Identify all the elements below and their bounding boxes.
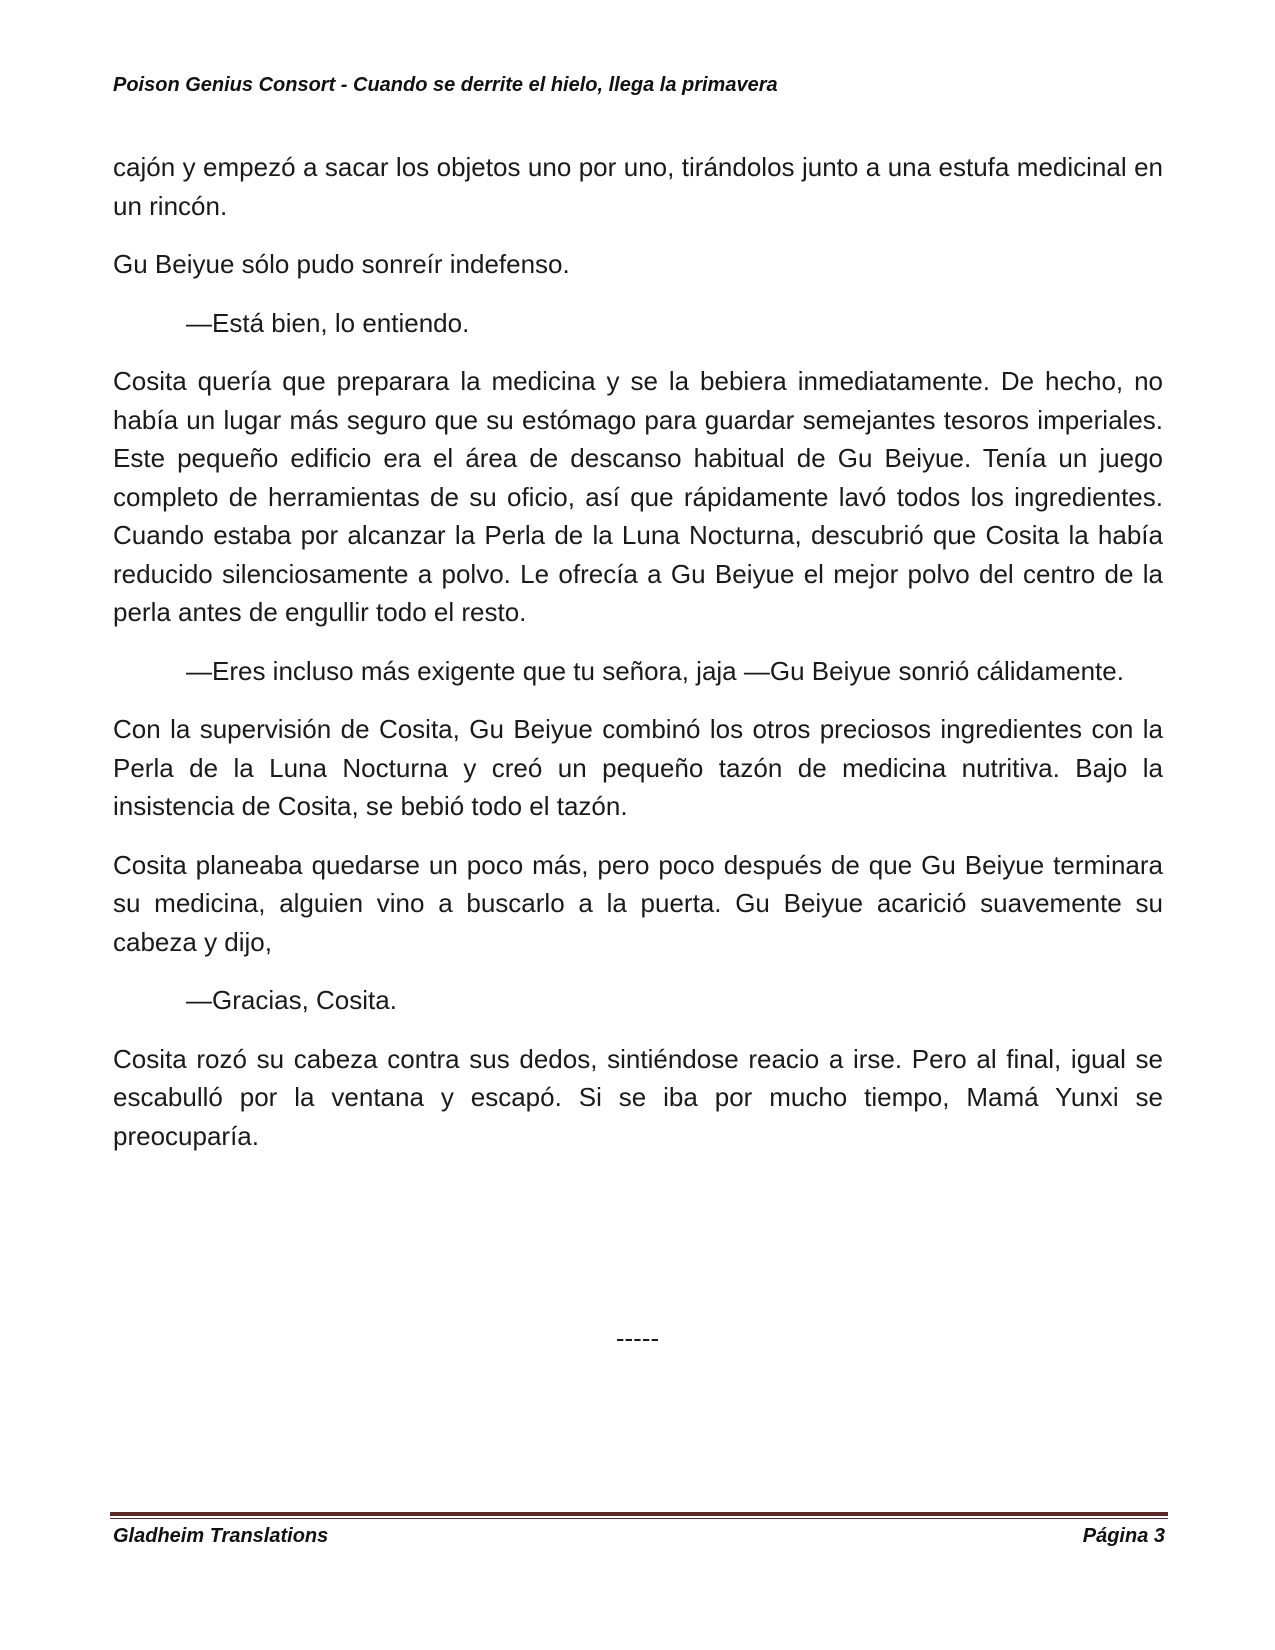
paragraph: Cosita quería que preparara la medicina y se la bebiera inmediatamente. De hecho, no había un lugar más seguro que su estómago para guardar semejantes tesoros imperiales. Este pequeño edificio era el área de descanso habitual de Gu Beiyue. Tenía un juego completo de herramientas de su oficio, así que rápidamente lavó todos los ingredientes. Cuando estaba por alcanzar la Perla de la Luna Nocturna, descubrió que Cosita la había reducido silenciosamente a polvo. Le ofrecía a Gu Beiyue el mejor polvo del centro de la perla antes de engullir todo el resto. — [113, 366, 1163, 627]
dialogue-paragraph: —Eres incluso más exigente que tu señora, jaja —Gu Beiyue sonrió cálidamente. — [186, 655, 1124, 686]
document-body — [113, 148, 1163, 1175]
footer-divider-thick — [110, 1512, 1168, 1516]
footer-page-number: Página 3 — [1082, 1525, 1165, 1547]
page-header-title: Poison Genius Consort - Cuando se derrite el hielo, llega la primavera — [113, 74, 778, 96]
dialogue-paragraph: —Está bien, lo entiendo. — [186, 307, 470, 338]
dialogue-paragraph: —Gracias, Cosita. — [186, 985, 397, 1015]
paragraph: Con la supervisión de Cosita, Gu Beiyue combinó los otros preciosos ingredientes con la Perla de la Luna Nocturna y creó un pequeño tazón de medicina nutritiva. Bajo la insistencia de Cosita, se bebió todo el tazón. — [113, 714, 1163, 821]
footer-publisher: Gladheim Translations — [113, 1525, 329, 1547]
paragraph: Cosita rozó su cabeza contra sus dedos, sintiéndose reacio a irse. Pero al final, igual se escabulló por la ventana y escapó. Si se iba por mucho tiempo, Mamá Yunxi se preocuparía. — [113, 1043, 1163, 1151]
section-separator: ----- — [615, 1323, 660, 1353]
paragraph: cajón y empezó a sacar los objetos uno por uno, tirándolos junto a una estufa medicinal en un rincón. — [113, 152, 1163, 221]
paragraph: Gu Beiyue sólo pudo sonreír indefenso. — [113, 249, 570, 279]
footer-divider-thin — [110, 1518, 1168, 1519]
paragraph: Cosita planeaba quedarse un poco más, pero poco después de que Gu Beiyue terminara su medicina, alguien vino a buscarlo a la puerta. Gu Beiyue acarició suavemente su cabeza y dijo, — [113, 849, 1163, 957]
footer-divider — [110, 1512, 1168, 1519]
